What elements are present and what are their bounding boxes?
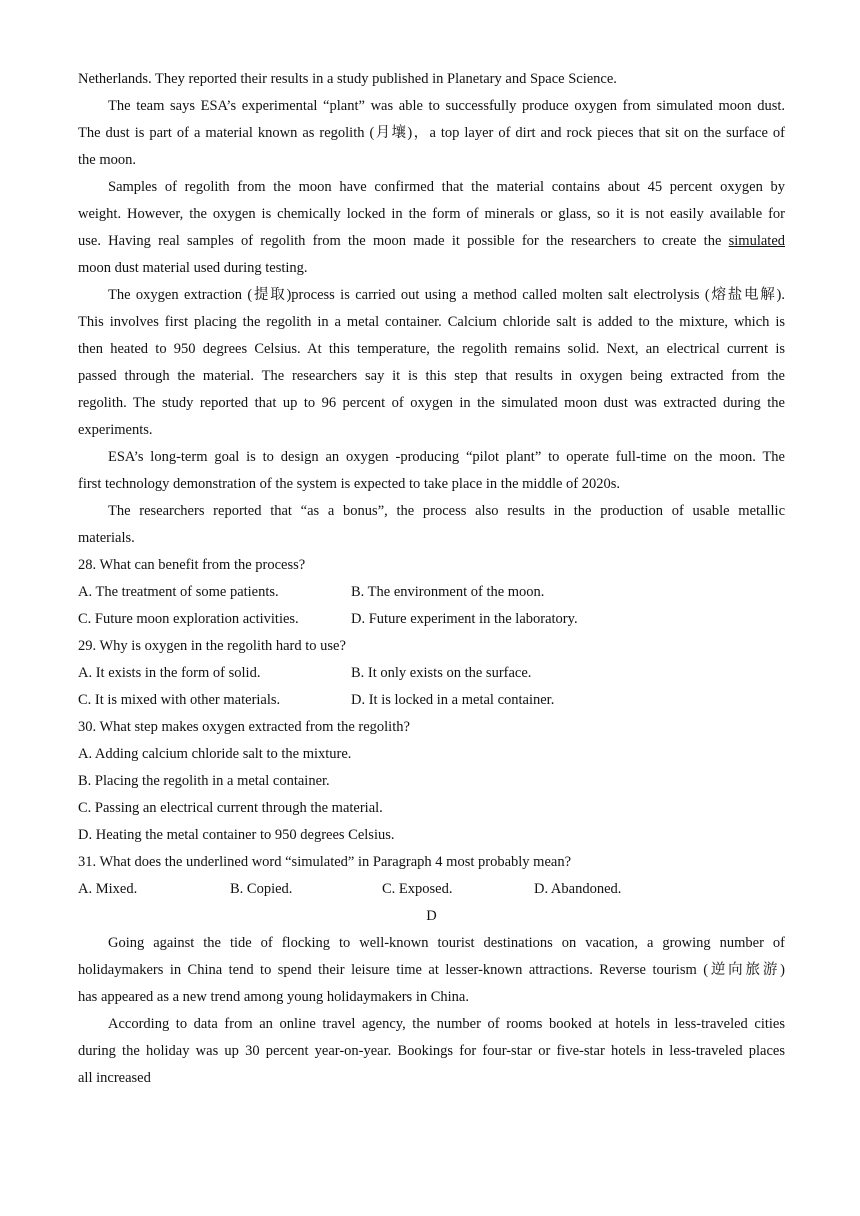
option-d: D. Abandoned. (534, 881, 622, 897)
option-a: A. Adding calcium chloride salt to the mixture. (78, 746, 352, 762)
paragraph-line: The dust is part of a material known as regolith (月壤)，a top layer of dirt and rock pieces that sit on the surface of (78, 125, 785, 141)
option-a: A. The treatment of some patients. (78, 584, 279, 600)
option-a: A. It exists in the form of solid. (78, 665, 261, 681)
option-b: B. It only exists on the surface. (351, 665, 532, 681)
option-d: D. Future experiment in the laboratory. (351, 611, 578, 627)
paragraph-line: The researchers reported that “as a bonus”, the process also results in the production of usable metallic (108, 503, 785, 519)
paragraph-line: The team says ESA’s experimental “plant” was able to successfully produce oxygen from simulated moon dust. (108, 98, 785, 114)
paragraph-line: experiments. (78, 422, 153, 438)
paragraph-line: materials. (78, 530, 135, 546)
paragraph-line: passed through the material. The researchers say it is this step that results in oxygen being extracted from the (78, 368, 785, 384)
paragraph-line: the moon. (78, 152, 136, 168)
option-d: D. It is locked in a metal container. (351, 692, 555, 708)
paragraph-line: Netherlands. They reported their results in a study published in Planetary and Space Science. (78, 71, 617, 87)
question-stem: 28. What can benefit from the process? (78, 557, 306, 573)
option-b: B. Copied. (230, 881, 293, 897)
question-stem: 30. What step makes oxygen extracted from the regolith? (78, 719, 410, 735)
paragraph-line: all increased (78, 1070, 151, 1086)
paragraph-line (78, 228, 785, 255)
paragraph-line: first technology demonstration of the system is expected to take place in the middle of 2020s. (78, 476, 621, 492)
option-row (78, 606, 785, 633)
question-stem: 31. What does the underlined word “simulated” in Paragraph 4 most probably mean? (78, 854, 571, 870)
option-a: A. Mixed. (78, 881, 138, 897)
option-c: C. Future moon exploration activities. (78, 611, 299, 627)
paragraph-line: According to data from an online travel agency, the number of rooms booked at hotels in less-traveled cities (108, 1016, 785, 1032)
paragraph-line: This involves first placing the regolith in a metal container. Calcium chloride salt is added to the mixture, which is (78, 314, 785, 330)
option-row (78, 687, 785, 714)
option-b: B. Placing the regolith in a metal container. (78, 773, 330, 789)
option-c: C. Passing an electrical current through the material. (78, 800, 383, 816)
document-page (78, 66, 785, 1092)
paragraph-line: ESA’s long-term goal is to design an oxygen -producing “pilot plant” to operate full-time on the moon. The (108, 449, 785, 465)
option-row (78, 579, 785, 606)
paragraph-line: Samples of regolith from the moon have confirmed that the material contains about 45 percent oxygen by (108, 179, 785, 195)
paragraph-line: then heated to 950 degrees Celsius. At this temperature, the regolith remains solid. Next, an electrical current is (78, 341, 785, 357)
paragraph-text: use. Having real samples of regolith from the moon made it possible for the researchers to create the (78, 233, 722, 249)
paragraph-line: moon dust material used during testing. (78, 260, 308, 276)
question-stem: 29. Why is oxygen in the regolith hard to use? (78, 638, 346, 654)
option-c: C. Exposed. (382, 881, 453, 897)
paragraph-line: regolith. The study reported that up to 96 percent of oxygen in the simulated moon dust was extracted during the (78, 395, 785, 411)
option-d: D. Heating the metal container to 950 degrees Celsius. (78, 827, 395, 843)
paragraph-line: holidaymakers in China tend to spend their leisure time at lesser-known attractions. Reverse tourism (逆向旅游) (78, 962, 785, 978)
paragraph-line: weight. However, the oxygen is chemically locked in the form of minerals or glass, so it is not easily available for (78, 206, 785, 222)
option-row (78, 876, 785, 903)
option-row (78, 660, 785, 687)
option-b: B. The environment of the moon. (351, 584, 545, 600)
section-heading: D (426, 908, 437, 924)
paragraph-line: Going against the tide of flocking to well-known tourist destinations on vacation, a growing number of (108, 935, 785, 951)
paragraph-line: during the holiday was up 30 percent year-on-year. Bookings for four-star or five-star hotels in less-traveled places (78, 1043, 785, 1059)
paragraph-line: has appeared as a new trend among young holidaymakers in China. (78, 989, 469, 1005)
option-c: C. It is mixed with other materials. (78, 692, 281, 708)
paragraph-line: The oxygen extraction (提取)process is carried out using a method called molten salt electrolysis (熔盐电解). (108, 287, 785, 303)
underlined-word: simulated (728, 233, 785, 249)
